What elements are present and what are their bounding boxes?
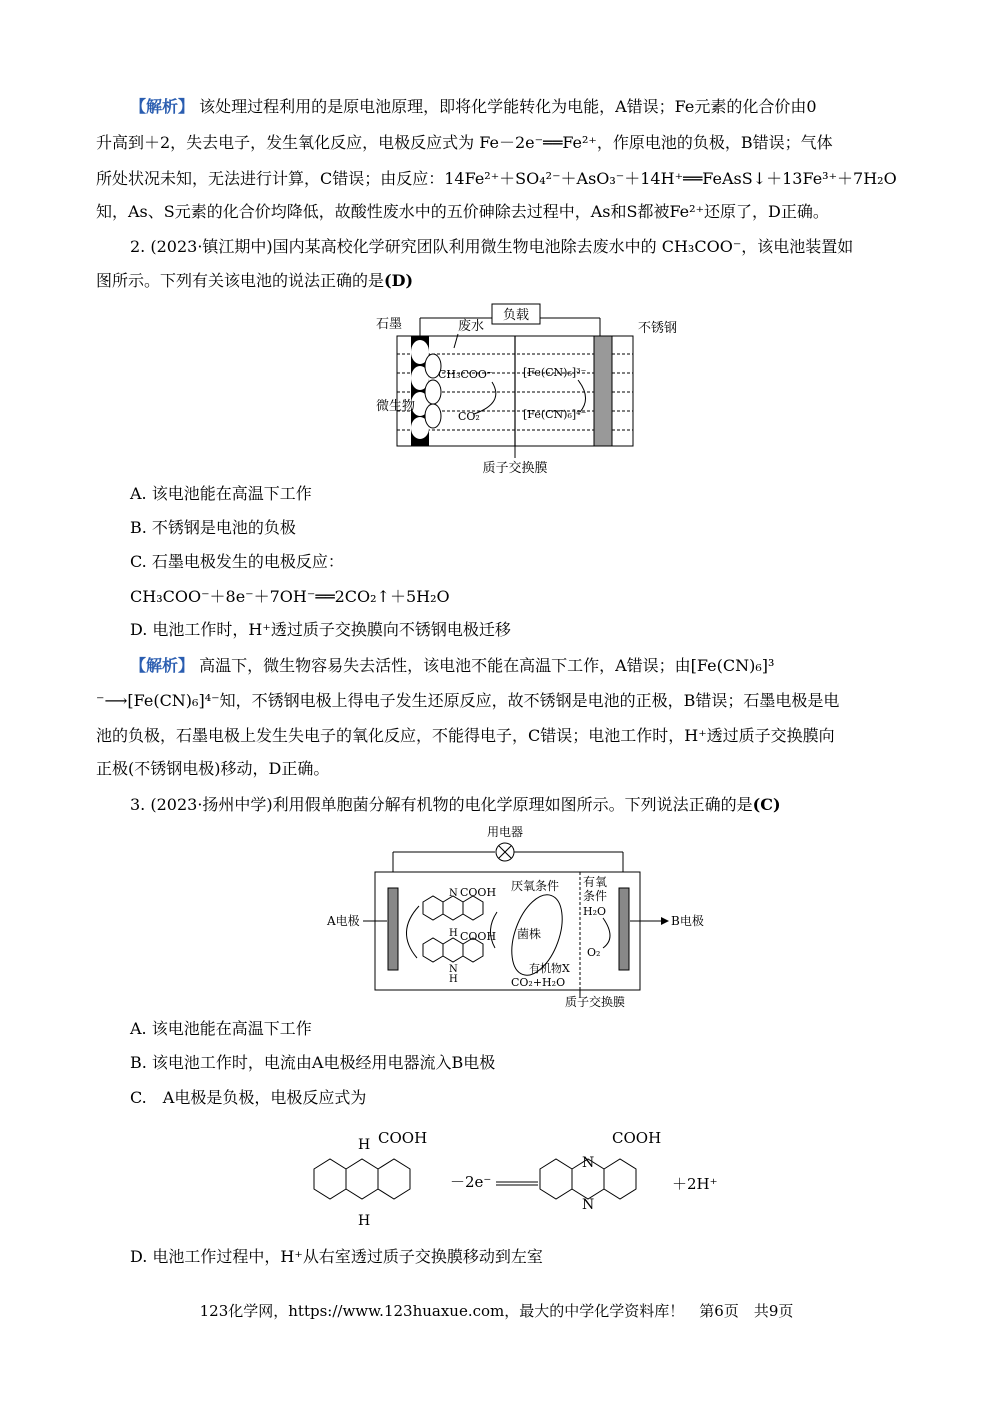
electrode-a-label: A电极 [327,914,360,928]
eq-h-top: H [358,1137,371,1153]
q3-option-a: A. 该电池能在高温下工作 [130,1019,312,1038]
eq-n-bottom: N [582,1197,595,1213]
products-label: CO₂+H₂O [511,976,566,989]
microbial-cell-diagram [370,298,678,476]
electrode-a [388,888,398,970]
q3-answer: (C) [752,795,781,814]
membrane-label: 质子交换膜 [482,461,548,476]
fecn4-label: [Fe(CN)₆]⁴⁻ [523,408,587,421]
q2-answer: (D) [384,271,414,290]
eq-minus-2e: －2e⁻ [450,1173,492,1191]
analysis1-line2: 升高到＋2，失去电子，发生氧化反应，电极反应式为 Fe－2e⁻══Fe²⁺，作原电池的负极，B错误；气体 [96,133,833,152]
analysis1-line4: 知，As、S元素的化合价均降低，故酸性废水中的五价砷除去过程中，As和S都被Fe²⁺还原了，D正确。 [96,202,829,221]
q2-option-b: B. 不锈钢是电池的负极 [130,518,296,537]
cooh-bottom-label: COOH [460,930,497,943]
q2-stem: 图所示。下列有关该电池的说法正确的是 [96,271,385,290]
load-label: 负载 [502,308,530,323]
q2-option-c-equation: CH₃COO⁻＋8e⁻＋7OH⁻══2CO₂↑＋5H₂O [130,587,450,606]
analysis2-line3: 池的负极，石墨电极上发生失电子的氧化反应，不能得电子，C错误；电池工作时，H⁺透过质子交换膜向 [96,726,835,745]
h2o-label: H₂O [583,905,607,918]
analysis2-tag: 【解析】 [130,656,195,675]
membrane-label-3: 质子交换膜 [564,995,626,1009]
analysis2-line2: ⁻⟶[Fe(CN)₆]⁴⁻知，不锈钢电极上得电子发生还原反应，故不锈钢是电池的正极，B错误；石墨电极是电 [96,691,840,710]
eq-cooh-left: COOH [378,1129,428,1147]
analysis-tag: 【解析】 [130,97,195,116]
co2-label: CO₂ [458,410,480,423]
anaerobic-label: 厌氧条件 [511,879,560,893]
q3-line1 [130,794,781,816]
n-top-label: N [449,888,458,899]
q2-option-d: D. 电池工作时，H⁺透过质子交换膜向不锈钢电极迁移 [130,620,511,639]
q3-option-b: B. 该电池工作时，电流由A电极经用电器流入B电极 [130,1053,496,1072]
q2-option-c: C. 石墨电极发生的电极反应： [130,552,344,571]
electrode-b [619,888,629,970]
q3-option-d: D. 电池工作过程中，H⁺从右室透过质子交换膜移动到左室 [130,1247,543,1266]
q2-line1: 2. (2023·镇江期中)国内某高校化学研究团队利用微生物电池除去废水中的 CH₃COO⁻，该电池装置如 [130,237,854,256]
q3-stem: 3. (2023·扬州中学)利用假单胞菌分解有机物的电化学原理如图所示。下列说法正确的是 [130,795,753,814]
n-bottom-label: N [449,964,458,975]
eq-cooh-right: COOH [612,1129,662,1147]
appliance-label: 用电器 [486,825,524,839]
analysis1-line3: 所处状况未知，无法进行计算，C错误；由反应：14Fe²⁺＋SO₄²⁻＋AsO₃⁻＋14H⁺══FeAsS↓＋13Fe³⁺＋7H₂O [96,169,897,188]
analysis1-line1 [130,96,817,118]
h-top-label: H [449,928,458,939]
analysis2-line4: 正极(不锈钢电极)移动，D正确。 [96,759,330,778]
aerobic-label-1: 有氧 [583,875,608,889]
microbe-label: 微生物 [376,399,416,414]
graphite-label: 石墨 [376,317,403,332]
steel-label: 不锈钢 [638,321,678,336]
o2-label: O₂ [587,946,601,959]
q3-option-c: C. A电极是负极，电极反应式为 [130,1088,367,1107]
ch3coo-label: CH₃COO⁻ [438,368,493,381]
eq-h-bottom: H [358,1213,371,1229]
fecn3-label: [Fe(CN)₆]³⁻ [523,366,587,379]
pseudomonas-cell-diagram [325,820,715,1010]
electrode-b-label: B电极 [671,914,704,928]
organic-x-label: 有机物X [529,962,570,975]
page-footer: 123化学网，https://www.123huaxue.com，最大的中学化学资料库！ 第6页 共9页 [199,1302,794,1320]
analysis2-line1 [130,655,774,677]
reaction-equation [300,1125,740,1230]
wastewater-label: 废水 [458,319,485,334]
steel-electrode [594,336,612,446]
analysis2-text1: 高温下，微生物容易失去活性，该电池不能在高温下工作，A错误；由[Fe(CN)₆]³ [199,656,775,675]
analysis1-text1: 该处理过程利用的是原电池原理，即将化学能转化为电能，A错误；Fe元素的化合价由0 [199,97,817,116]
h-bottom-label: H [449,974,458,985]
aerobic-label-2: 条件 [583,889,608,903]
strain-label: 菌株 [517,927,542,941]
eq-n-top: N [582,1155,595,1171]
eq-plus-2h: ＋2H⁺ [672,1175,718,1193]
q2-line2 [96,270,413,292]
q2-option-a: A. 该电池能在高温下工作 [130,484,312,503]
cooh-top-label: COOH [460,886,497,899]
